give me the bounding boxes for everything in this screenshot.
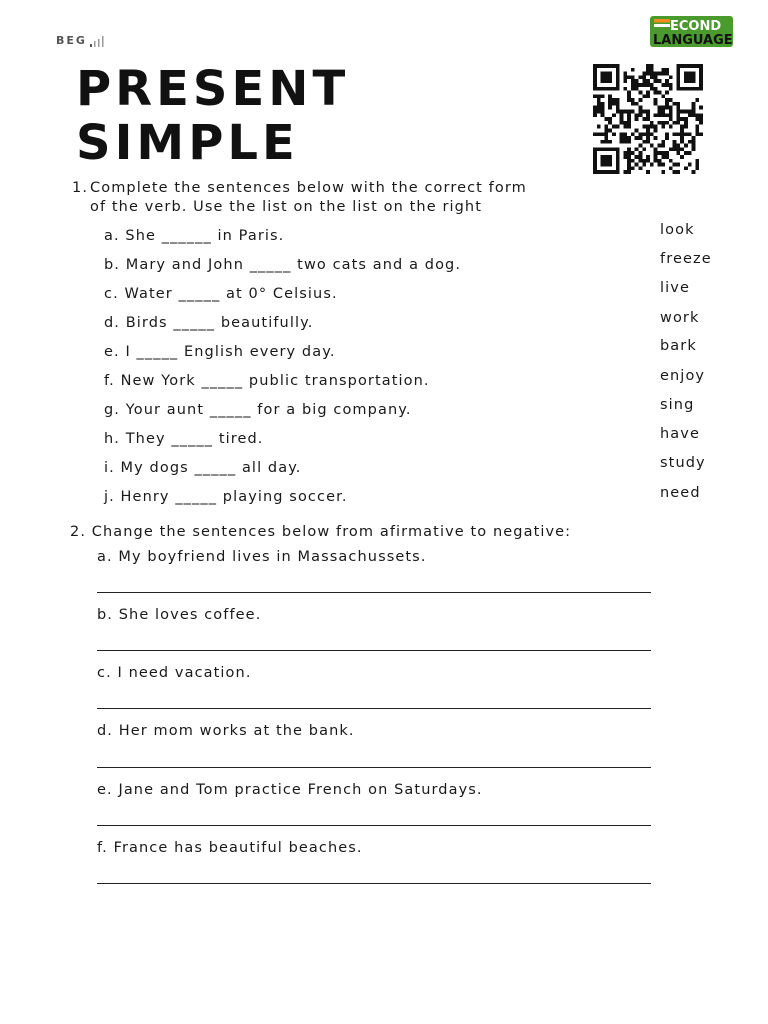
signal-bars-icon xyxy=(90,36,106,47)
level-label: BEG xyxy=(56,34,87,47)
verb-item: look xyxy=(660,222,695,238)
level-badge xyxy=(56,34,106,47)
list-item: c. Water _____ at 0° Celsius. xyxy=(104,286,338,302)
exercise-1-instruction xyxy=(72,179,542,217)
answer-line[interactable] xyxy=(97,883,651,884)
answer-line[interactable] xyxy=(97,592,651,593)
list-item: d. Her mom works at the bank. xyxy=(97,723,355,739)
verb-item: need xyxy=(660,485,701,501)
qr-code xyxy=(590,64,706,174)
title-line-2: SIMPLE xyxy=(76,115,299,171)
list-item: a. My boyfriend lives in Massachussets. xyxy=(97,549,427,565)
list-item: h. They _____ tired. xyxy=(104,431,264,447)
logo-bottom-text: LANGUAGE xyxy=(653,33,733,47)
list-item: j. Henry _____ playing soccer. xyxy=(104,489,348,505)
logo-top-text: ECOND xyxy=(670,19,722,34)
exercise-1-text: Complete the sentences below with the correct form of the verb. Use the list on the list on the right xyxy=(90,180,527,215)
verb-item: work xyxy=(660,310,700,326)
verb-item: freeze xyxy=(660,251,712,267)
page-title xyxy=(76,62,349,170)
second-language-logo xyxy=(650,16,733,47)
list-item: f. France has beautiful beaches. xyxy=(97,840,363,856)
list-item: g. Your aunt _____ for a big company. xyxy=(104,402,412,418)
list-item: b. Mary and John _____ two cats and a dog. xyxy=(104,257,462,273)
list-item: a. She ______ in Paris. xyxy=(104,228,285,244)
list-item: d. Birds _____ beautifully. xyxy=(104,315,314,331)
answer-line[interactable] xyxy=(97,825,651,826)
verb-item: live xyxy=(660,280,690,296)
list-item: e. I _____ English every day. xyxy=(104,344,336,360)
verb-item: enjoy xyxy=(660,368,706,384)
verb-item: sing xyxy=(660,397,695,413)
exercise-1-number: 1. xyxy=(72,180,89,196)
verb-item: have xyxy=(660,426,700,442)
answer-line[interactable] xyxy=(97,708,651,709)
exercise-2-instruction: 2. Change the sentences below from afirmative to negative: xyxy=(70,524,572,540)
list-item: c. I need vacation. xyxy=(97,665,252,681)
answer-line[interactable] xyxy=(97,767,651,768)
title-line-1: PRESENT xyxy=(76,61,350,117)
list-item: f. New York _____ public transportation. xyxy=(104,373,430,389)
list-item: i. My dogs _____ all day. xyxy=(104,460,302,476)
list-item: e. Jane and Tom practice French on Saturdays. xyxy=(97,782,483,798)
answer-line[interactable] xyxy=(97,650,651,651)
list-item: b. She loves coffee. xyxy=(97,607,262,623)
verb-item: study xyxy=(660,455,706,471)
verb-item: bark xyxy=(660,338,697,354)
